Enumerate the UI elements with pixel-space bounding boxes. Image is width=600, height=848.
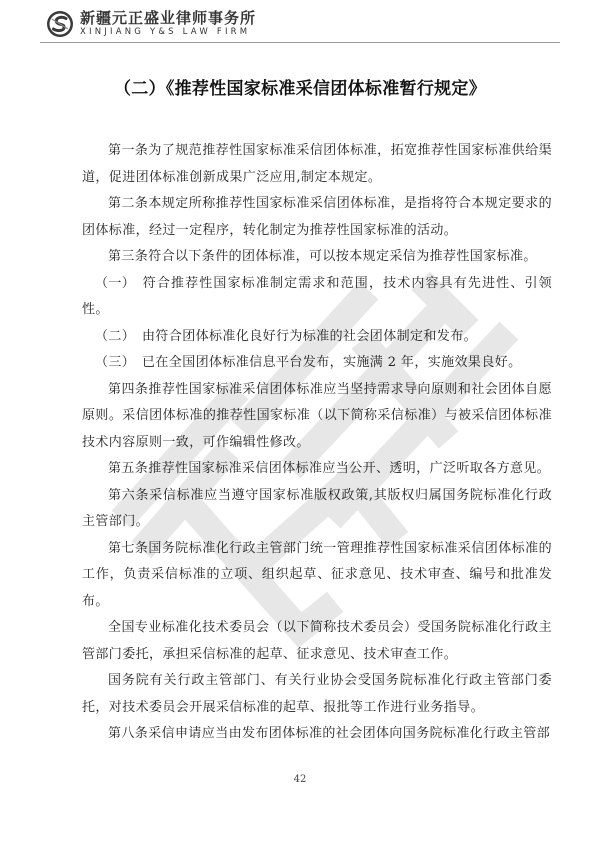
- article-4: 第四条推荐性国家标准采信团体标准应当坚持需求导向原则和社会团体自愿原则。采信团体标准的推荐性国家标准（以下简称采信标准）与被采信团体标准技术内容原则一致，可作编辑性修改。: [82, 381, 552, 450]
- list-item-number: （一）: [95, 275, 136, 291]
- list-item-text: 已在全国团体标准信息平台发布，实施满 2 年，实施效果良好。: [142, 355, 522, 370]
- firm-name-cn: 新疆元正盛业律师事务所: [80, 9, 257, 28]
- list-item-number: （三）: [95, 355, 136, 370]
- law-firm-logo-icon: [46, 10, 74, 38]
- list-item: [82, 350, 552, 377]
- document-body: [82, 138, 552, 748]
- page-number: 42: [293, 774, 307, 785]
- list-item: [82, 271, 552, 324]
- article-7: 第七条国务院标准化行政主管部门统一管理推荐性国家标准采信团体标准的工作，负责采信标准的立项、组织起草、征求意见、技术审查、编号和批准发布。: [82, 540, 552, 609]
- article-3: 第三条符合以下条件的团体标准，可以按本规定采信为推荐性国家标准。: [108, 249, 537, 264]
- list-item-text: 由符合团体标准化良好行为标准的社会团体制定和发布。: [142, 328, 478, 344]
- article-8: 第八条采信申请应当由发布团体标准的社会团体向国务院标准化行政主管部: [108, 726, 551, 741]
- list-item: [82, 324, 552, 351]
- article-5: 第五条推荐性国家标准采信团体标准应当公开、透明，广泛听取各方意见。: [108, 461, 551, 476]
- list-item-number: （二）: [95, 328, 136, 344]
- list-item-text: 符合推荐性国家标准制定需求和范围，技术内容具有先进性、引领性。: [82, 275, 552, 317]
- article-6: 第六条采信标准应当遵守国家标准版权政策,其版权归属国务院标准化行政主管部门。: [82, 487, 552, 529]
- article-7-para-2: 全国专业标准化技术委员会（以下简称技术委员会）受国务院标准化行政主管部门委托，承担采信标准的起草、征求意见、技术审查工作。: [82, 620, 552, 662]
- article-2: 第二条本规定所称推荐性国家标准采信团体标准，是指将符合本规定要求的团体标准，经过一定程序，转化制定为推荐性国家标准的活动。: [82, 196, 552, 238]
- article-1: 第一条为了规范推荐性国家标准采信团体标准，拓宽推荐性国家标准供给渠道，促进团体标准创新成果广泛应用,制定本规定。: [82, 143, 552, 185]
- letterhead: [46, 8, 256, 40]
- brand-text: [80, 11, 256, 37]
- section-title: （二）《推荐性国家标准采信团体标准暂行规定》: [113, 79, 487, 99]
- header-divider: [40, 42, 560, 43]
- article-7-para-3: 国务院有关行政主管部门、有关行业协会受国务院标准化行政主管部门委托，对技术委员会开展采信标准的起草、报批等工作进行业务指导。: [82, 673, 552, 715]
- firm-name-en: XINJIANG Y&S LAW FIRM: [80, 27, 251, 38]
